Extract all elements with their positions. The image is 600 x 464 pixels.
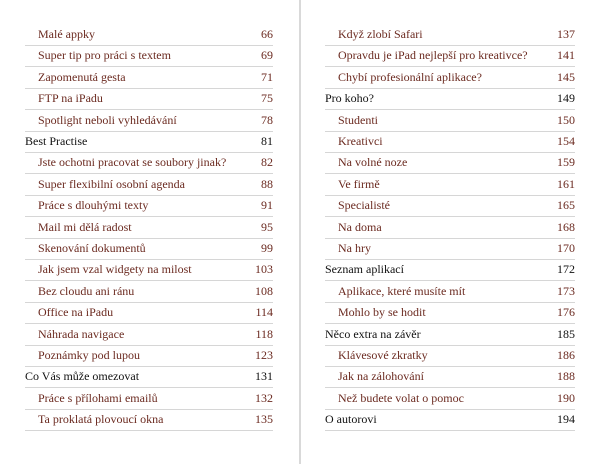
toc-entry-title: Jak na zálohování (338, 369, 424, 384)
toc-entry[interactable] (325, 388, 575, 410)
toc-entry-title: Mohlo by se hodit (338, 305, 426, 320)
toc-page-number: 141 (557, 48, 575, 63)
toc-entry[interactable] (25, 345, 273, 367)
toc-entry-title: Spotlight neboli vyhledávání (38, 112, 177, 127)
toc-entry-title: FTP na iPadu (38, 91, 103, 106)
toc-page-number: 118 (255, 326, 273, 341)
toc-page-number: 135 (255, 412, 273, 427)
toc-entry-title: Jak jsem vzal widgety na milost (38, 262, 192, 277)
toc-entry-title: Jste ochotni pracovat se soubory jinak? (38, 155, 227, 170)
toc-entry-title: Klávesové zkratky (338, 348, 428, 362)
toc-page-number: 95 (261, 219, 273, 234)
toc-entry[interactable] (325, 131, 575, 153)
toc-entry[interactable] (25, 409, 273, 431)
toc-page-number: 161 (557, 176, 575, 191)
toc-entry-title: Seznam aplikací (325, 262, 404, 277)
toc-page-number: 123 (255, 348, 273, 362)
toc-entry[interactable] (25, 324, 273, 346)
toc-page-number: 145 (557, 69, 575, 84)
toc-entry[interactable] (325, 281, 575, 303)
toc-entry[interactable] (325, 345, 575, 367)
toc-entry-title: Náhrada navigace (38, 326, 125, 341)
toc-entry-title: Kreativci (338, 134, 383, 148)
toc-page-number: 103 (255, 262, 273, 277)
toc-entry-title: Na hry (338, 241, 371, 255)
toc-section-entry[interactable] (25, 366, 273, 388)
toc-page-number: 159 (557, 155, 575, 170)
toc-section-entry[interactable] (25, 131, 273, 153)
toc-entry[interactable] (25, 281, 273, 303)
toc-entry[interactable] (25, 88, 273, 110)
toc-page-number: 71 (261, 69, 273, 84)
toc-entry-title: Práce s dlouhými texty (38, 198, 149, 213)
toc-entry[interactable] (325, 152, 575, 174)
toc-page-number: 81 (261, 134, 273, 148)
toc-entry[interactable] (325, 110, 575, 132)
toc-entry[interactable] (25, 45, 273, 67)
toc-entry[interactable] (25, 259, 273, 281)
toc-page-number: 165 (557, 198, 575, 213)
toc-page-number: 66 (261, 27, 273, 41)
toc-page-number: 88 (261, 176, 273, 191)
toc-entry-title: Než budete volat o pomoc (338, 390, 464, 405)
toc-entry[interactable] (325, 45, 575, 67)
toc-entry[interactable] (325, 24, 575, 46)
toc-page-number: 91 (261, 198, 273, 213)
toc-entry[interactable] (25, 24, 273, 46)
toc-page-number: 154 (557, 134, 575, 148)
toc-page-number: 75 (261, 91, 273, 106)
toc-entry[interactable] (25, 217, 273, 239)
toc-entry-title: Poznámky pod lupou (38, 348, 140, 362)
toc-page-number: 108 (255, 283, 273, 298)
toc-entry[interactable] (325, 174, 575, 196)
toc-page-number: 69 (261, 48, 273, 63)
toc-page-number: 150 (557, 112, 575, 127)
toc-entry-title: Super tip pro práci s textem (38, 48, 171, 63)
toc-entry-title: Ve firmě (338, 176, 380, 191)
toc-entry-title: Na doma (338, 219, 382, 234)
toc-entry-title: Práce s přílohami emailů (38, 390, 158, 405)
toc-page-number: 186 (557, 348, 575, 362)
toc-section-entry[interactable] (325, 88, 575, 110)
toc-entry[interactable] (25, 195, 273, 217)
toc-entry[interactable] (325, 238, 575, 260)
toc-entry[interactable] (25, 174, 273, 196)
toc-entry[interactable] (25, 302, 273, 324)
toc-left-page (0, 0, 299, 464)
toc-entry-title: Mail mi dělá radost (38, 219, 132, 234)
toc-page-number: 172 (557, 262, 575, 277)
toc-entry-title: Když zlobí Safari (338, 27, 423, 41)
toc-page-number: 149 (557, 91, 575, 106)
toc-entry-title: Malé appky (38, 27, 95, 41)
toc-entry[interactable] (25, 152, 273, 174)
toc-section-entry[interactable] (325, 324, 575, 346)
toc-page-number: 99 (261, 241, 273, 255)
toc-entry-title: O autorovi (325, 412, 377, 427)
toc-entry-title: Ta proklatá plovoucí okna (38, 412, 164, 427)
toc-entry-title: Super flexibilní osobní agenda (38, 176, 185, 191)
toc-entry[interactable] (25, 110, 273, 132)
toc-entry-title: Best Practise (25, 134, 88, 148)
toc-entry-title: Aplikace, které musíte mít (338, 283, 466, 298)
toc-entry[interactable] (325, 366, 575, 388)
toc-entry[interactable] (325, 195, 575, 217)
toc-entry[interactable] (325, 67, 575, 89)
toc-page-number: 131 (255, 369, 273, 384)
toc-page-number: 132 (255, 390, 273, 405)
toc-entry[interactable] (25, 388, 273, 410)
toc-entry-title: Něco extra na závěr (325, 326, 421, 341)
toc-entry[interactable] (25, 238, 273, 260)
toc-section-entry[interactable] (325, 259, 575, 281)
toc-section-entry[interactable] (325, 409, 575, 431)
toc-entry-title: Chybí profesionální aplikace? (338, 69, 482, 84)
toc-entry-title: Pro koho? (325, 91, 374, 106)
toc-page-number: 190 (557, 390, 575, 405)
toc-right-page (301, 0, 600, 464)
toc-entry-title: Co Vás může omezovat (25, 369, 140, 384)
toc-entry-title: Skenování dokumentů (38, 241, 146, 255)
toc-page-number: 194 (557, 412, 575, 427)
toc-page-number: 78 (261, 112, 273, 127)
toc-page-number: 114 (255, 305, 273, 320)
toc-page-number: 185 (557, 326, 575, 341)
toc-page-number: 170 (557, 241, 575, 255)
toc-page-number: 137 (557, 27, 575, 41)
toc-entry[interactable] (325, 302, 575, 324)
toc-entry-title: Na volné noze (338, 155, 408, 170)
toc-page-number: 173 (557, 283, 575, 298)
toc-entry-title: Zapomenutá gesta (38, 69, 126, 84)
toc-page-number: 82 (261, 155, 273, 170)
toc-entry-title: Bez cloudu ani ránu (38, 283, 135, 298)
toc-page-number: 168 (557, 219, 575, 234)
toc-entry[interactable] (25, 67, 273, 89)
toc-entry-title: Opravdu je iPad nejlepší pro kreativce? (338, 48, 528, 63)
toc-entry-title: Office na iPadu (38, 305, 114, 320)
toc-page-number: 188 (557, 369, 575, 384)
toc-entry-title: Studenti (338, 112, 379, 127)
toc-entry-title: Specialisté (338, 198, 390, 213)
toc-page-number: 176 (557, 305, 575, 320)
toc-entry[interactable] (325, 217, 575, 239)
